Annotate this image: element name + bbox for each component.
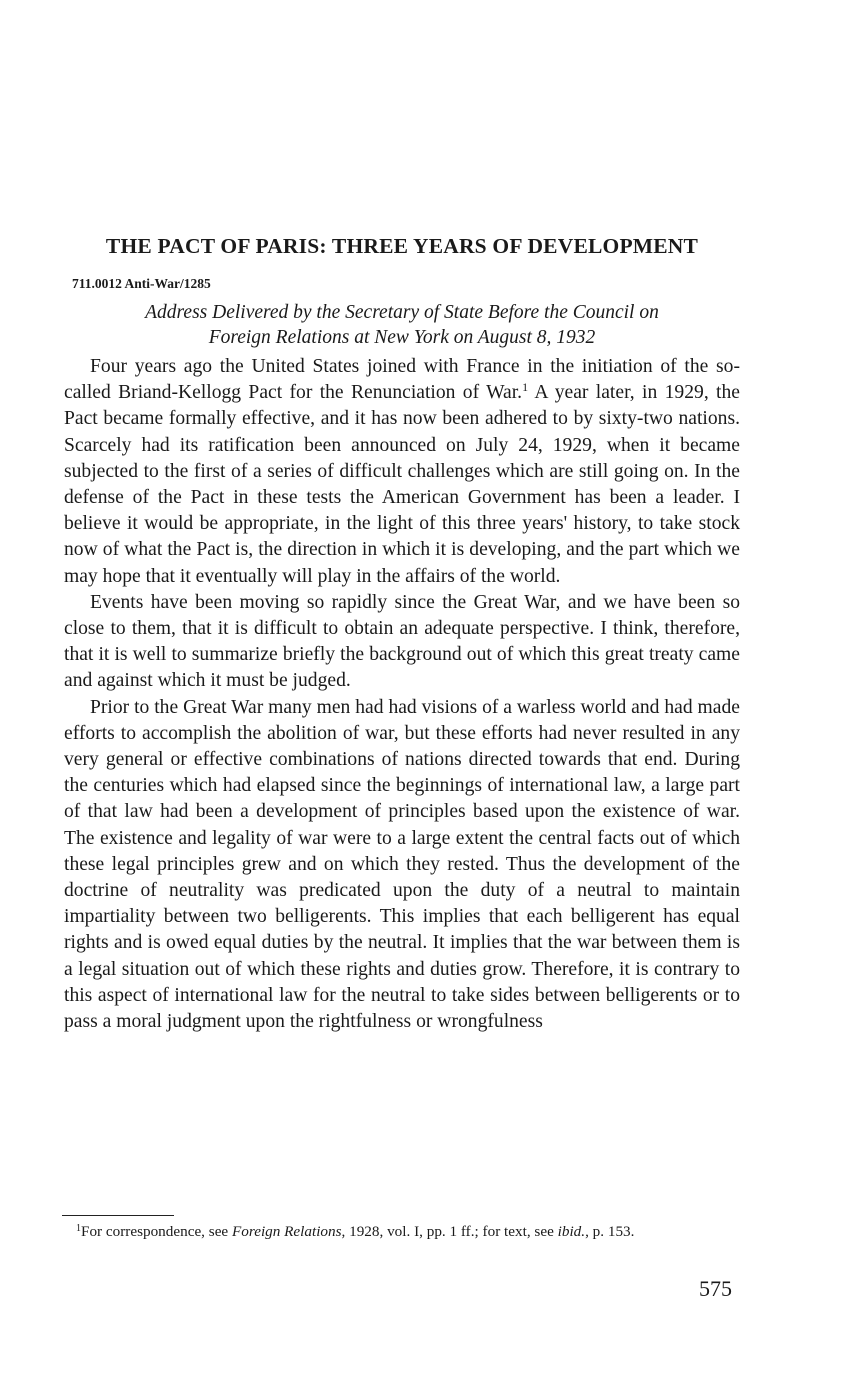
footnote-text-before: For correspondence, see bbox=[81, 1223, 232, 1240]
paragraph-1 bbox=[64, 354, 740, 590]
footnote-marker: 1 bbox=[522, 380, 529, 395]
footnote-number: 1 bbox=[76, 1223, 81, 1234]
footnote-ibid: ibid. bbox=[557, 1223, 586, 1240]
footnote-divider bbox=[62, 1215, 174, 1216]
document-page bbox=[64, 230, 740, 1035]
address-subtitle bbox=[64, 300, 740, 350]
footnote-text-after: , p. 153. bbox=[585, 1223, 635, 1240]
footnote bbox=[62, 1223, 734, 1240]
paragraph-3: Prior to the Great War many men had had visions of a warless world and had made efforts to accomplish the abolition of war, but these efforts had never resulted in any very general or effective combinations of nations directed towards that end. During the centuries which had elapsed since the beginnings of international law, a large part of that law had been a development of principles based upon the existence of war. The existence and legality of war were to a large extent the central facts out of which these legal principles grew and on which they rested. Thus the development of the doctrine of neutrality was predicated upon the duty of a neutral to maintain impartiality between two belligerents. This implies that each belligerent has equal rights and is owed equal duties by the neutral. It implies that the war between them is a legal situation out of which these rights and duties grow. Therefore, it is contrary to this aspect of international law for the neutral to take sides between belligerents or to pass a moral judgment upon the rightfulness or wrongfulness bbox=[64, 696, 740, 1033]
page-number: 575 bbox=[699, 1276, 732, 1301]
subtitle-line-1: Address Delivered by the Secretary of State Before the Council on bbox=[145, 302, 659, 323]
paragraph-1-part-2: A year later, in 1929, the Pact became formally effective, and it has now been adhered to by sixty-two nations. Scarcely had its ratification been announced on July 24, 1929, when it became subjected to the first of a series of difficult challenges which are still going on. In the defense of the Pact in these tests the American Government has been a leader. I believe it would be appropriate, in the light of this three years' history, to take stock now of what the Pact is, the direction in which it is developing, and the part which we may hope that it eventually will play in the affairs of the world. bbox=[64, 382, 740, 587]
page-title: THE PACT OF PARIS: THREE YEARS OF DEVELOPMENT bbox=[105, 234, 699, 258]
footnote-text-middle: , 1928, vol. I, pp. 1 ff.; for text, see bbox=[341, 1223, 558, 1240]
paragraph-1-part-1: Four years ago the United States joined with France in the initiation of the so-called Briand-Kellogg Pact for the Renunciation of War. bbox=[64, 356, 740, 404]
footnote-source: Foreign Relations bbox=[231, 1223, 342, 1240]
subtitle-line-2: Foreign Relations at New York on August 8, 1932 bbox=[208, 327, 596, 348]
paragraph-2: Events have been moving so rapidly since the Great War, and we have been so close to them, that it is difficult to obtain an adequate perspective. I think, therefore, that it is well to summarize briefly the background out of which this great treaty came and against which it must be judged. bbox=[64, 591, 740, 692]
body-text bbox=[64, 354, 740, 1035]
file-reference: 711.0012 Anti-War/1285 bbox=[72, 276, 211, 291]
